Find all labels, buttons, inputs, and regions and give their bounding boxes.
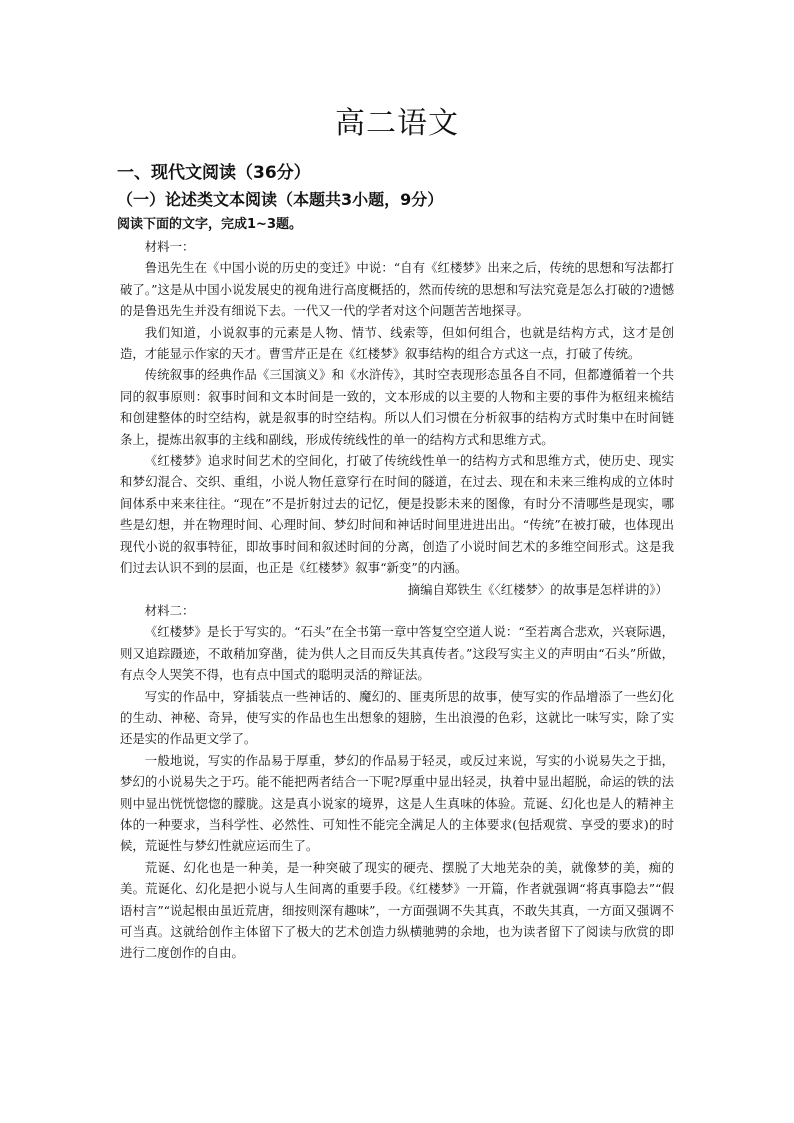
material1-paragraph: 《红楼梦》追求时间艺术的空间化，打破了传统线性单一的结构方式和思维方式，使历史、现实和梦幻混合、交织、重组，小说人物任意穿行在时间的隧道，在过去、现在和未来三维构成的立体时间体系中来来往往。“现在”不是折射过去的记忆，便是投影未来的图像，有时分不清哪些是现实，哪些是幻想，并在物理时间、心理时间、梦幻时间和神话时间里进进出出。“传统”在被打破，也体现出现代小说的叙事特征，即故事时间和叙述时间的分离，创造了小说时间艺术的多维空间形式。这是我们过去认识不到的层面，也正是《红楼梦》叙事“新变”的内涵。 [120, 453, 674, 576]
material1-source: 摘编自郑铁生《〈红楼梦〉的故事是怎样讲的》） [407, 581, 668, 597]
material1-label: 材料一： [144, 239, 195, 254]
reading-instruction: 阅读下面的文字，完成1~3题。 [117, 217, 302, 232]
material2-paragraph: 荒诞、幻化也是一种美，是一种突破了现实的硬壳、摆脱了大地芜杂的美，就像梦的美，痴的美。荒诞化、幻化是把小说与人生间离的重要手段。《红楼梦》一开篇，作者就强调“将真事隐去”“假语村言”“说起根由虽近荒唐，细按则深有趣味”，一方面强调不失其真，不敢失其真，一方面又强调不可当真。这就给创作主体留下了极大的艺术创造力纵横驰骋的余地，也为读者留下了阅读与欣赏的即进行二度创作的自由。 [120, 859, 674, 961]
material2-paragraph: 写实的作品中，穿插装点一些神话的、魔幻的、匪夷所思的故事，使写实的作品增添了一些幻化的生动、神秘、奇异，使写实的作品也生出想象的翅膀，生出浪漫的色彩，这就比一味写实，除了实还是实的作品更文学了。 [120, 688, 674, 747]
material1-paragraph: 传统叙事的经典作品《三国演义》和《水浒传》，其时空表现形态虽各自不同，但都遵循着一个共同的叙事原则：叙事时间和文本时间是一致的，文本形成的以主要的人物和主要的事件为枢纽来梳结和创建整体的时空结构，就是叙事的时空结构。所以人们习惯在分析叙事的结构方式时集中在时间链条上，提炼出叙事的主线和副线，形成传统线性的单一的结构方式和思维方式。 [120, 367, 674, 447]
reading-passage [120, 236, 674, 964]
section-heading-modern-reading: 一、现代文阅读（36分） [117, 163, 311, 183]
material1-paragraph: 鲁迅先生在《中国小说的历史的变迁》中说：“自有《红楼梦》出来之后，传统的思想和写法都打破了。”这是从中国小说发展史的视角进行高度概括的，然而传统的思想和写法究竟是怎么打破的?遗憾的是鲁迅先生并没有细说下去。一代又一代的学者对这个问题苦苦地探寻。 [120, 260, 674, 319]
page-title: 高二语文 [335, 106, 459, 141]
material2-label: 材料二： [144, 602, 195, 618]
material1-paragraph: 我们知道，小说叙事的元素是人物、情节、线索等，但如何组合，也就是结构方式，这才是创造，才能显示作家的天才。曹雪芹正是在《红楼梦》叙事结构的组合方式这一点，打破了传统。 [120, 324, 674, 362]
material2-paragraph: 一般地说，写实的作品易于厚重，梦幻的作品易于轻灵，或反过来说，写实的小说易失之于拙，梦幻的小说易失之于巧。能不能把两者结合一下呢?厚重中显出轻灵，执着中显出超脱，命运的铁的法则中显出恍恍惚惚的朦胧。这是真小说家的境界，这是人生真味的体验。荒诞、幻化也是人的精神主体的一种要求，当科学性、必然性、可知性不能完全满足人的主体要求(包括观赏、享受的要求)的时候，荒诞性与梦幻性就应运而生了。 [120, 752, 674, 854]
subsection-heading-argumentative: （一）论述类文本阅读（本题共3小题，9分） [117, 190, 444, 209]
material2-paragraph: 《红楼梦》是长于写实的。“石头”在全书第一章中答复空空道人说：“至若离合悲欢，兴衰际遇，则又追踪蹑迹，不敢稍加穿凿，徒为供人之目而反失其真传者。”这段写实主义的声明由“石头”所做，有点令人哭笑不得，也有点中国式的聪明灵活的辩证法。 [120, 624, 674, 683]
